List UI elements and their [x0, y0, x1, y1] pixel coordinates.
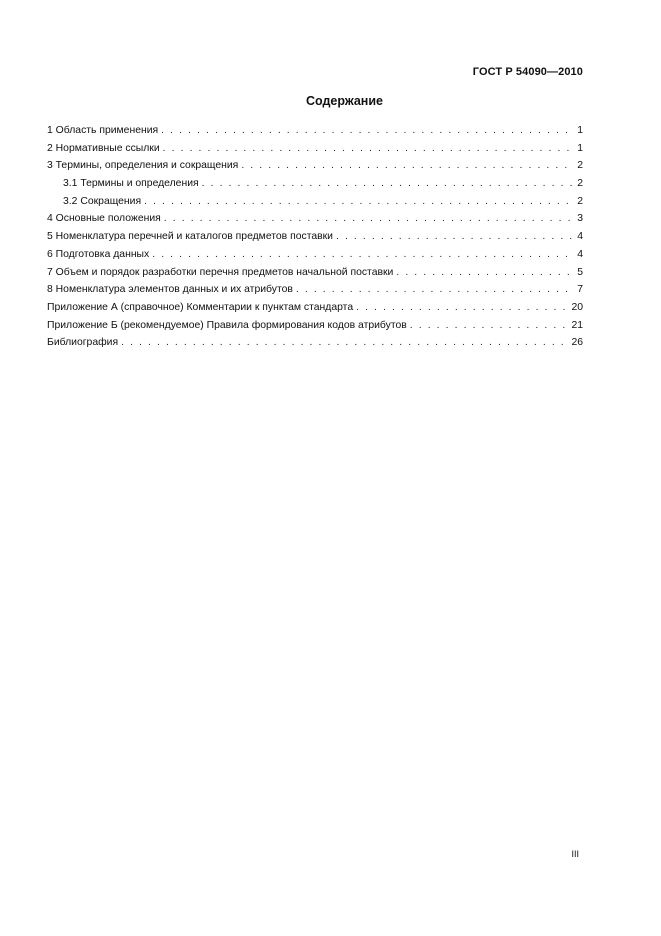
toc-leader-dots: [144, 196, 574, 207]
toc-entry-page: 20: [571, 301, 583, 313]
toc-leader-dots: [121, 337, 568, 348]
toc-entry-page: 5: [577, 266, 583, 278]
toc-entry-label: 1 Область применения: [47, 125, 159, 136]
toc-entry-3-1[interactable]: [47, 178, 583, 196]
toc-leader-dots: [164, 213, 574, 224]
toc-entry-3-2[interactable]: [47, 196, 583, 214]
toc-entry-page: 7: [577, 284, 583, 296]
document-code: ГОСТ Р 54090—2010: [472, 66, 583, 78]
toc-entry-label: 3.1 Термины и определения: [63, 178, 199, 190]
toc-entry-label: 2 Нормативные ссылки: [47, 142, 160, 154]
toc-leader-dots: [202, 178, 575, 189]
toc-entry-3[interactable]: [47, 160, 583, 178]
toc-entry-label: 8 Номенклатура элементов данных и их атрибутов: [47, 284, 293, 296]
toc-entry-page: 2: [577, 160, 583, 172]
toc-leader-dots: [163, 143, 575, 154]
toc-entry-2[interactable]: [47, 143, 583, 161]
toc-leader-dots: [410, 320, 569, 331]
toc-entry-label: 4 Основные положения: [47, 213, 161, 225]
toc-entry-page: 4: [577, 248, 583, 260]
page-number: III: [571, 849, 579, 859]
toc-entry-appendix-b[interactable]: [47, 320, 583, 338]
toc-entry-label: 6 Подготовка данных: [47, 248, 150, 260]
toc-leader-dots: [296, 284, 574, 295]
toc-entry-label: 5 Номенклатура перечней и каталогов предметов поставки: [47, 231, 333, 243]
toc-entry-page: 1: [577, 125, 583, 136]
toc-entry-label: Приложение Б (рекомендуемое) Правила формирования кодов атрибутов: [47, 319, 407, 331]
toc-entry-8[interactable]: [47, 284, 583, 302]
toc-entry-label: 3 Термины, определения и сокращения: [47, 160, 239, 172]
toc-entry-1[interactable]: [47, 125, 583, 143]
toc-entry-7[interactable]: [47, 267, 583, 285]
toc-entry-page: 21: [571, 319, 583, 331]
toc-leader-dots: [356, 302, 568, 313]
toc-entry-4[interactable]: [47, 213, 583, 231]
toc-entry-5[interactable]: [47, 231, 583, 249]
toc-leader-dots: [241, 160, 574, 171]
toc-entry-page: 26: [571, 337, 583, 349]
toc-title: Содержание: [305, 94, 383, 108]
toc-entry-page: 2: [577, 178, 583, 190]
toc-entry-label: 3.2 Сокращения: [63, 195, 142, 207]
toc-leader-dots: [161, 125, 574, 136]
toc-entry-page: 4: [577, 231, 583, 243]
toc-leader-dots: [152, 249, 574, 260]
toc-entry-label: Приложение А (справочное) Комментарии к пунктам стандарта: [47, 301, 354, 313]
toc-leader-dots: [336, 231, 574, 242]
toc-entry-appendix-a[interactable]: [47, 302, 583, 320]
toc-entry-page: 1: [577, 142, 583, 154]
toc-entry-label: 7 Объем и порядок разработки перечня предметов начальной поставки: [47, 266, 394, 278]
table-of-contents: [47, 125, 583, 355]
toc-leader-dots: [396, 267, 574, 278]
toc-entry-label: Библиография: [47, 337, 119, 349]
toc-entry-page: 3: [577, 213, 583, 225]
toc-entry-page: 2: [577, 195, 583, 207]
toc-entry-bibliography[interactable]: [47, 337, 583, 355]
toc-entry-6[interactable]: [47, 249, 583, 267]
